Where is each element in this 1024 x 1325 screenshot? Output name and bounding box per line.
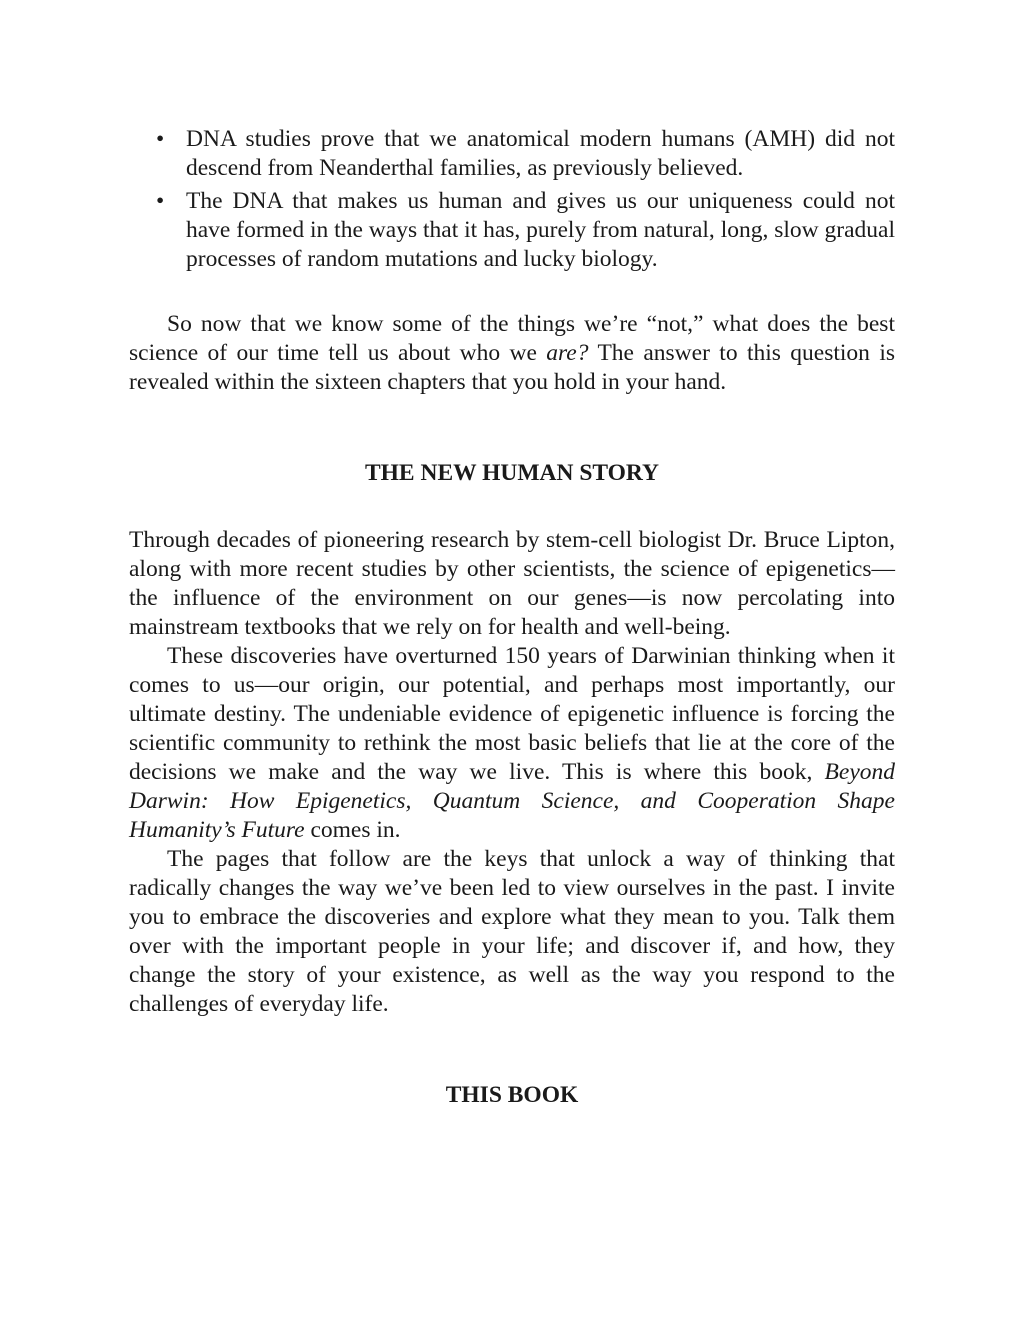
document-page [129, 120, 895, 1110]
bullet-dot-icon: • [156, 126, 165, 152]
intro-text-end: The answer to this question is revealed within the sixteen chapters that you hold in your hand. [129, 340, 895, 395]
intro-text: So now that we know some of the things we’re “not,” what does the best science of our time tell us about who we [129, 311, 895, 366]
bullet-item [129, 125, 895, 183]
section-heading-new-human-story: THE NEW HUMAN STORY [364, 460, 660, 486]
intro-paragraph [129, 310, 895, 397]
bullet-dot-icon: • [156, 188, 165, 214]
bullet-item [129, 187, 895, 274]
paragraph-pages-that-follow: The pages that follow are the keys that unlock a way of thinking that radically changes the way we’ve been led to view ourselves in the past. I invite you to embrace the discoveries and explore what they mean to you. Talk them over with the important people in your life; and discover if, and how, they change the story of your existence, as well as the way you respond to the challenges of everyday life. [129, 846, 895, 1017]
bullet-list [129, 125, 895, 274]
book-title-italic: Beyond Darwin: How Epigenetics, Quantum Science, and Cooperation Shape Humanity’s Future [129, 759, 895, 843]
section-heading-this-book: THIS BOOK [445, 1082, 579, 1108]
paragraph-text: These discoveries have overturned 150 years of Darwinian thinking when it comes to us—our origin, our potential, and perhaps most importantly, our ultimate destiny. The undeniable evidence of epigenetic influence is forcing the scientific community to rethink the most basic beliefs that lie at the core of the decisions we make and the way we live. This is where this book, [129, 643, 895, 785]
paragraph-discoveries [129, 642, 895, 845]
bullet-text: DNA studies prove that we anatomical modern humans (AMH) did not descend from Neanderthal families, as previously believed. [186, 126, 895, 181]
paragraph-text-end: comes in. [304, 817, 401, 843]
bullet-text: The DNA that makes us human and gives us our uniqueness could not have formed in the ways that it has, purely from natural, long, slow gradual processes of random mutations and lucky biology. [186, 188, 895, 272]
intro-italic-text: are? [546, 340, 589, 366]
paragraph-epigenetics: Through decades of pioneering research by stem-cell biologist Dr. Bruce Lipton, along with more recent studies by other scientists, the science of epigenetics—the influence of the environment on our genes—is now percolating into mainstream textbooks that we rely on for health and well-being. [129, 527, 895, 640]
